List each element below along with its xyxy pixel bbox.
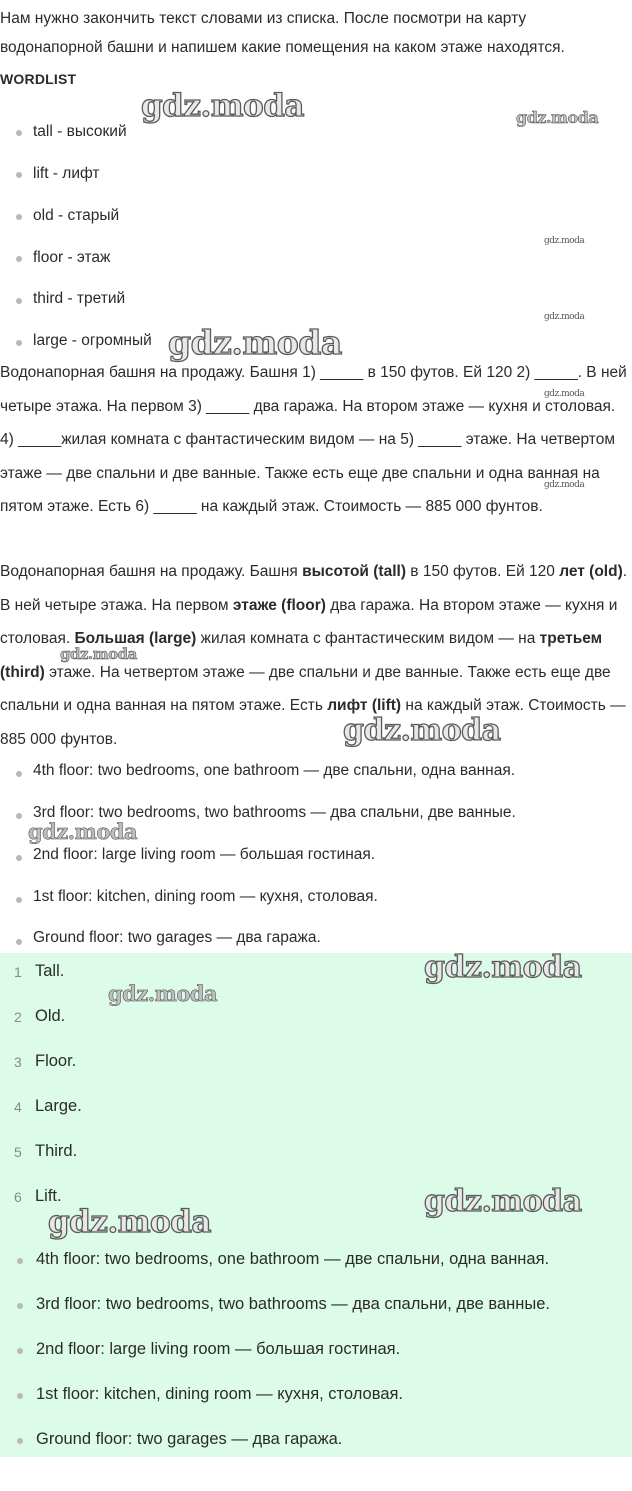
answer-text: Floor. xyxy=(35,1052,77,1070)
bullet-icon xyxy=(16,256,22,262)
bullet-icon xyxy=(17,1348,23,1354)
text-segment: жилая комната с фантастическим видом — на xyxy=(196,630,540,647)
watermark-logo: gdz.moda xyxy=(343,713,501,748)
answer-number: 2 xyxy=(14,1009,22,1025)
watermark-logo: gdz.moda xyxy=(141,88,304,124)
bullet-icon xyxy=(17,1438,23,1444)
floor-item: Ground floor: two garages — два гаража. xyxy=(36,1430,343,1448)
wordlist-title: WORDLIST xyxy=(0,71,77,87)
floor-item: Ground floor: two garages — два гаража. xyxy=(33,929,321,946)
answer-highlight: лифт (lift) xyxy=(327,697,402,714)
bullet-icon xyxy=(16,130,22,136)
answer-number: 6 xyxy=(14,1189,22,1205)
answer-text: Lift. xyxy=(35,1187,62,1205)
answer-highlight: Большая (large) xyxy=(74,630,197,647)
watermark-logo: gdz.moda xyxy=(424,1184,582,1219)
watermark-logo: gdz.moda xyxy=(544,236,585,246)
floor-item: 2nd floor: large living room — большая гостиная. xyxy=(33,846,376,863)
wordlist-item: old - старый xyxy=(33,207,120,224)
watermark-logo: gdz.moda xyxy=(424,950,582,985)
answer-text: Third. xyxy=(35,1142,78,1160)
bullet-icon xyxy=(16,172,22,178)
wordlist-item: lift - лифт xyxy=(33,165,100,182)
watermark-logo: gdz.moda xyxy=(60,645,137,663)
answer-highlight: высотой (tall) xyxy=(302,563,406,580)
wordlist-item: tall - высокий xyxy=(33,123,127,140)
answer-text: Large. xyxy=(35,1097,82,1115)
answer-text: Old. xyxy=(35,1007,66,1025)
watermark-logo: gdz.moda xyxy=(544,312,585,322)
watermark-logo: gdz.moda xyxy=(544,480,585,490)
gap-text-paragraph: Водонапорная башня на продажу. Башня 1) _____ в 150 футов. Ей 120 2) _____. В ней четыре этажа. На первом 3) _____ два гаража. На втором этаже — кухня и столовая. 4) _____жилая комната с фантастическим видом — на 5) _____ этаже. На четвертом этаже — две спальни и две ванные. Также есть еще две спальни и одна ванная на пятом этаже. Есть 6) _____ на каждый этаж. Стоимость — 885 000 фунтов. xyxy=(0,364,627,515)
watermark-logo: gdz.moda xyxy=(48,1204,211,1240)
bullet-icon xyxy=(16,340,22,346)
bullet-icon xyxy=(16,855,22,861)
watermark-logo: gdz.moda xyxy=(544,389,585,399)
text-segment: два гаража. На втором этаже — кухня и столовая. xyxy=(0,596,618,647)
watermark-logo: gdz.moda xyxy=(168,323,342,362)
floor-item: 3rd floor: two bedrooms, two bathrooms — два спальни, две ванные. xyxy=(36,1295,551,1313)
text-segment: в 150 футов. Ей 120 xyxy=(406,563,560,580)
bullet-icon xyxy=(16,214,22,220)
bullet-icon xyxy=(16,897,22,903)
bullet-icon xyxy=(16,813,22,819)
text-segment: Водонапорная башня на продажу. Башня xyxy=(0,563,303,580)
floor-item: 3rd floor: two bedrooms, two bathrooms — два спальни, две ванные. xyxy=(33,804,516,821)
answer-highlight: этаже (floor) xyxy=(232,596,326,614)
bullet-icon xyxy=(16,771,22,777)
answer-highlight: лет (old) xyxy=(559,563,623,580)
watermark-logo: gdz.moda xyxy=(108,981,218,1006)
wordlist-item: floor - этаж xyxy=(33,249,111,266)
text-segment: . В ней четыре этажа. На первом xyxy=(0,563,628,614)
intro-text: Нам нужно закончить текст словами из списка. После посмотри на карту водонапорной башни и напишем какие помещения на каком этаже находятся. xyxy=(0,10,565,56)
bullet-icon xyxy=(16,939,22,945)
bullet-icon xyxy=(17,1258,23,1264)
answer-highlight: третьем (third) xyxy=(0,630,603,681)
watermark-logo: gdz.moda xyxy=(516,108,599,127)
answer-text: Tall. xyxy=(35,962,65,980)
floor-item: 1st floor: kitchen, dining room — кухня, столовая. xyxy=(33,888,378,905)
answer-number: 1 xyxy=(14,964,22,980)
floor-item: 2nd floor: large living room — большая гостиная. xyxy=(36,1340,401,1358)
bullet-icon xyxy=(17,1303,23,1309)
watermark-logo: gdz.moda xyxy=(28,819,138,844)
wordlist-item: large - огромный xyxy=(33,332,152,349)
bullet-icon xyxy=(16,298,22,304)
answer-number: 5 xyxy=(14,1144,22,1160)
text-segment: на каждый этаж. Стоимость — 885 000 фунтов. xyxy=(0,697,626,748)
wordlist-item: third - третий xyxy=(33,290,126,307)
floor-item: 4th floor: two bedrooms, one bathroom — две спальни, одна ванная. xyxy=(33,762,516,779)
bullet-icon xyxy=(17,1393,23,1399)
text-segment: этаже. На четвертом этаже — две спальни и две ванные. Также есть еще две спальни и одна ванная на пятом этаже. Есть xyxy=(0,663,611,714)
floor-item: 4th floor: two bedrooms, one bathroom — две спальни, одна ванная. xyxy=(36,1250,550,1268)
floor-item: 1st floor: kitchen, dining room — кухня, столовая. xyxy=(36,1385,404,1403)
answer-number: 4 xyxy=(14,1099,22,1115)
answer-number: 3 xyxy=(14,1054,22,1070)
